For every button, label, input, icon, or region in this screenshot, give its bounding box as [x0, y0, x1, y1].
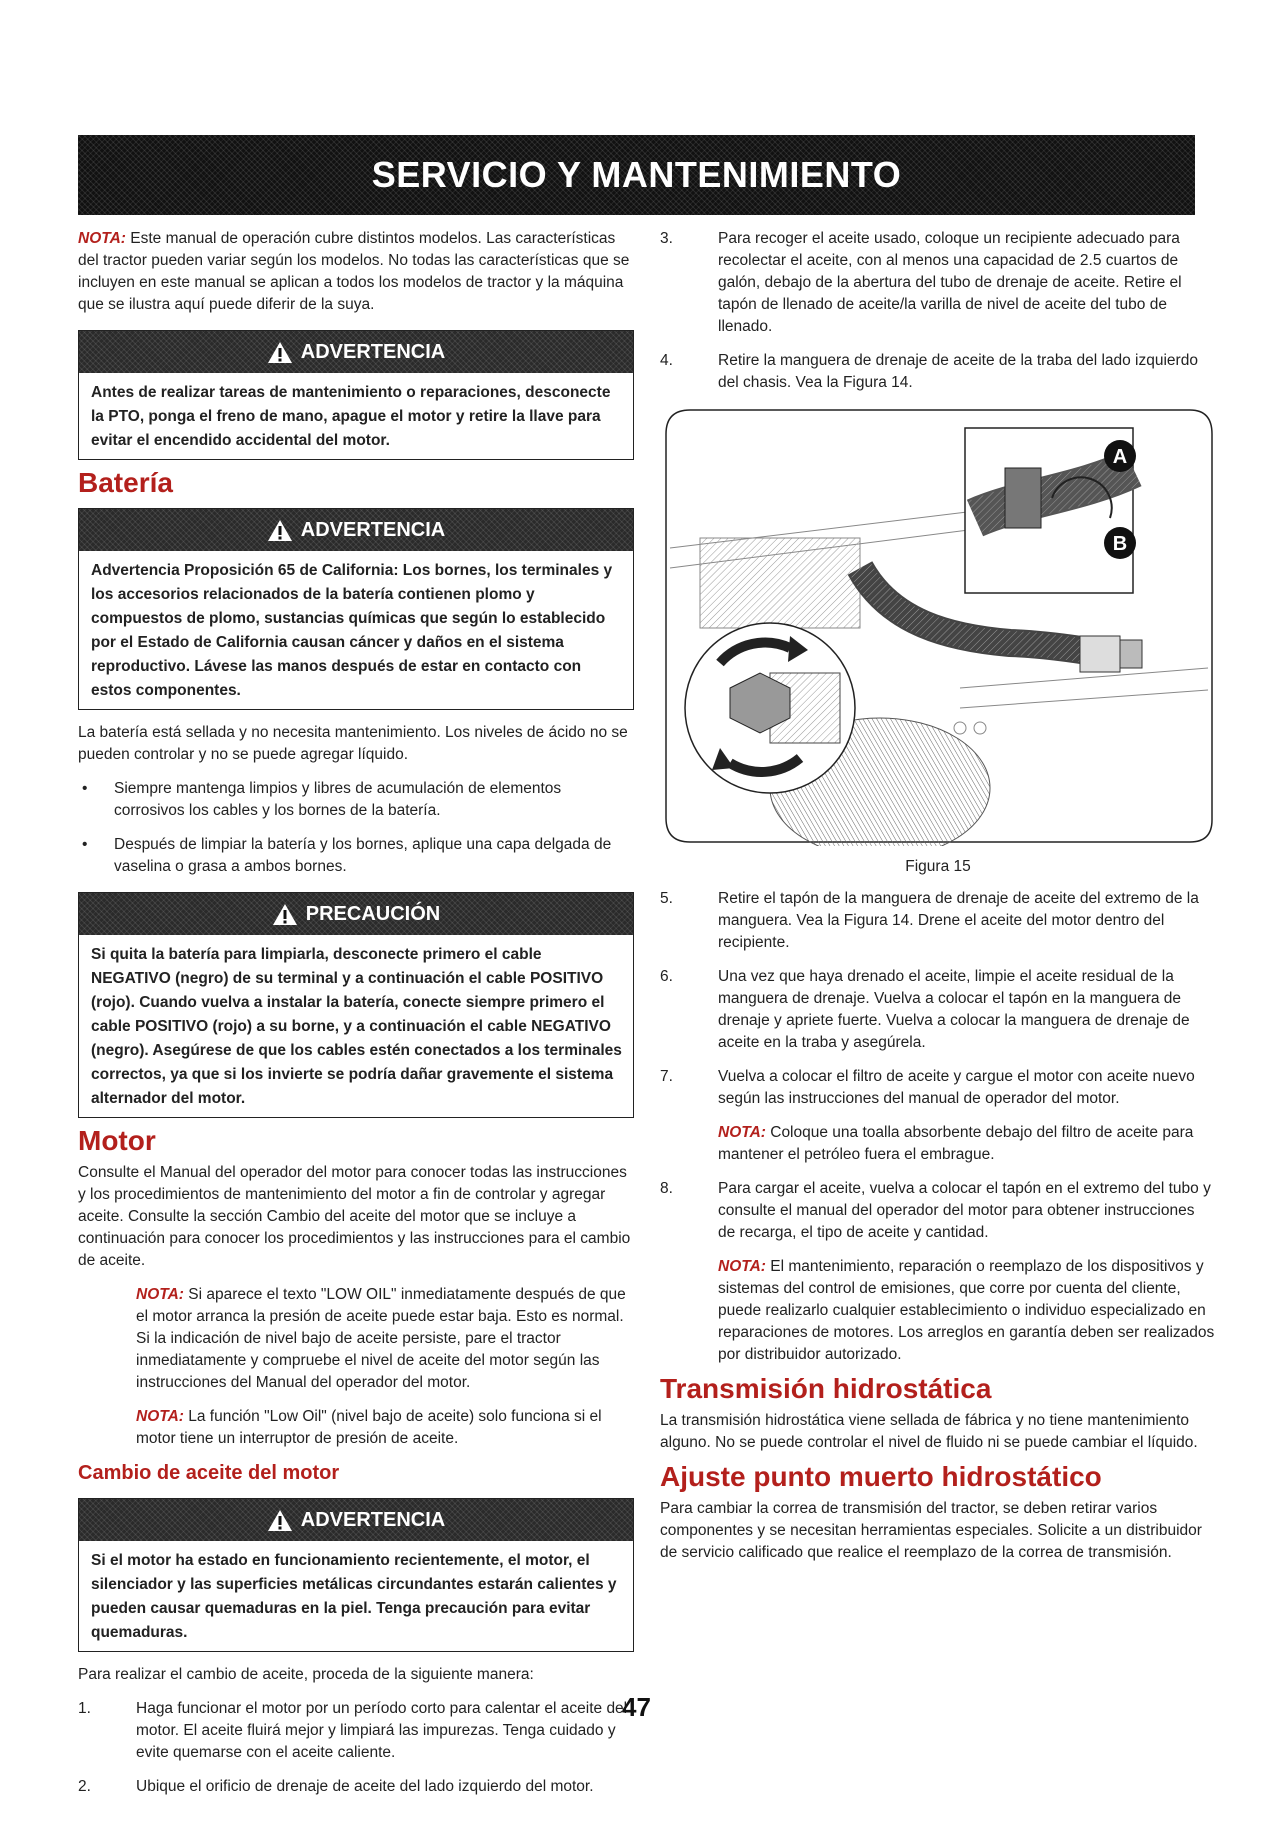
motor-text: Consulte el Manual del operador del motor para conocer todas las instrucciones y los procedimientos de mantenimiento del motor a fin de controlar y agregar aceite. Consulte la sección Cambio del aceite del motor que se incluye a continuación para conocer los procedimientos y las instrucciones para el cambio de aceite. — [78, 1164, 631, 1269]
intro-note — [78, 228, 634, 316]
warning-text: Si el motor ha estado en funcionamiento recientemente, el motor, el silenciador y las superficies metálicas circundantes estarán calientes y pueden causar quemaduras en la piel. Tenga precaución para evitar quemaduras. — [91, 1552, 617, 1641]
nota-label: NOTA: — [718, 1124, 766, 1141]
cambio-intro: Para realizar el cambio de aceite, proceda de la siguiente manera: — [78, 1666, 534, 1683]
figure-caption: Figura 15 — [905, 858, 971, 875]
list-item: 2. Ubique el orificio de drenaje de aceite del lado izquierdo del motor. — [78, 1778, 594, 1795]
svg-text:A: A — [1112, 446, 1128, 468]
warning-text: Advertencia Proposición 65 de California: Los bornes, los terminales y los accesorios relacionados de la batería contienen plomo y compuestos de plomo, sustancias químicas que según lo establecido por el Estado de California causan cáncer y daños en el sistema reproductivo. Lávese las manos después de estar en contacto con estos componentes. — [91, 562, 613, 699]
warning-triangle-icon — [267, 519, 293, 542]
page-number: 47 — [622, 1692, 651, 1722]
caution-header — [79, 893, 633, 935]
heading-cambio-aceite: Cambio de aceite del motor — [78, 1462, 340, 1484]
heading-motor: Motor — [78, 1125, 156, 1156]
oil-change-step-8 — [660, 1178, 1216, 1244]
nota-label: NOTA: — [78, 230, 126, 247]
heading-bateria: Batería — [78, 467, 173, 498]
svg-text:B: B — [1112, 533, 1128, 555]
warning-triangle-icon — [267, 341, 293, 364]
callout-b — [1104, 527, 1136, 559]
list-item: 6. Una vez que haya drenado el aceite, limpie el aceite residual de la manguera de drenaje. Vuelva a colocar el tapón en la manguera de drenaje y apriete fuerte. Vuelva a colocar la manguera de drenaje de aceite en la traba y asegúrela. — [660, 968, 1190, 1051]
heading-ajuste: Ajuste punto muerto hidrostático — [660, 1461, 1102, 1492]
nota-label: NOTA: — [136, 1408, 184, 1425]
warning-triangle-icon — [267, 1509, 293, 1532]
warning-header — [79, 331, 633, 373]
intro-note-text: Este manual de operación cubre distintos modelos. Las características del tractor pueden variar según los modelos. No todas las características que se incluyen en este manual se aplican a todos los modelos de tractor y la máquina que se ilustra aquí puede diferir de la suya. — [78, 230, 630, 313]
section-banner — [78, 135, 1195, 215]
ajuste-text: Para cambiar la correa de transmisión del tractor, se deben retirar varios componentes y se necesitan herramientas especiales. Solicite a un distribuidor de servicio calificado que realice el reemplazo de la correa de transmisión. — [660, 1500, 1202, 1561]
heading-transmision: Transmisión hidrostática — [660, 1373, 992, 1404]
callout-a — [1104, 440, 1136, 472]
page-title: SERVICIO Y MANTENIMIENTO — [371, 154, 902, 195]
motor-note-low-oil: NOTA: Si aparece el texto "LOW OIL" inmediatamente después de que el motor arranca la presión de aceite puede estar baja. Esto es normal. Si la indicación de nivel bajo de aceite persiste, pare el tractor inmediatamente y compruebe el nivel de aceite del motor según las instrucciones del Manual del operador del motor. — [136, 1286, 626, 1391]
transmision-text: La transmisión hidrostática viene sellada de fábrica y no tiene mantenimiento alguno. No se puede controlar el nivel de fluido ni se puede cambiar el líquido. — [660, 1412, 1198, 1451]
warning-triangle-icon — [272, 903, 298, 926]
warning-box-hot-engine — [78, 1498, 634, 1652]
warning-header — [79, 1499, 633, 1541]
list-item: • Siempre mantenga limpios y libres de acumulación de elementos corrosivos los cables y los bornes de la batería. — [82, 780, 562, 819]
warning-box-maintenance — [78, 330, 634, 460]
list-item: 4. Retire la manguera de drenaje de aceite de la traba del lado izquierdo del chasis. Vea la Figura 14. — [660, 352, 1198, 391]
warning-title: ADVERTENCIA — [300, 341, 446, 363]
figure-15 — [660, 408, 1216, 846]
drain-hose-illustration — [660, 408, 1216, 846]
right-column — [660, 228, 1216, 1576]
warning-title: ADVERTENCIA — [300, 1509, 446, 1531]
caution-text: Si quita la batería para limpiarla, desconecte primero el cable NEGATIVO (negro) de su terminal y a continuación el cable POSITIVO (rojo). Cuando vuelva a instalar la batería, conecte siempre primero el cable POSITIVO (rojo) a su borne, y a continuación el cable NEGATIVO (negro). Asegúrese de que los cables estén conectados a los terminales correctos, ya que si los invierte se podría dañar gravemente el sistema alternador del motor. — [91, 946, 622, 1107]
list-item: 1. Haga funcionar el motor por un período corto para calentar el aceite del motor. El aceite fluirá mejor y limpiará las impurezas. Tenga cuidado y evite quemarse con el aceite caliente. — [78, 1700, 628, 1761]
oil-change-steps-bottom — [660, 888, 1216, 1110]
oil-change-steps-top — [660, 228, 1216, 394]
emissions-note: NOTA: El mantenimiento, reparación o reemplazo de los dispositivos y sistemas del control de emisiones, que corre por cuenta del cliente, puede realizarlo cualquier establecimiento o individuo especializado en reparaciones de motores. Los arreglos en garantía deben ser realizados por distribuidor autorizado. — [718, 1258, 1215, 1363]
left-column — [78, 228, 634, 1810]
warning-title: ADVERTENCIA — [300, 519, 446, 541]
filter-note: NOTA: Coloque una toalla absorbente debajo del filtro de aceite para mantener el petróleo fuera el embrague. — [718, 1124, 1194, 1163]
bateria-text: La batería está sellada y no necesita mantenimiento. Los niveles de ácido no se pueden controlar y no se puede agregar líquido. — [78, 724, 628, 763]
warning-header — [79, 509, 633, 551]
caution-title: PRECAUCIÓN — [305, 903, 441, 925]
warning-box-prop65 — [78, 508, 634, 710]
caution-box-battery — [78, 892, 634, 1118]
list-item: 8. Para cargar el aceite, vuelva a colocar el tapón en el extremo del tubo y consulte el manual del operador del motor para obtener instrucciones de recarga, el tipo de aceite y cantidad. — [660, 1180, 1211, 1241]
nota-label: NOTA: — [718, 1258, 766, 1275]
motor-note-low-oil-function: NOTA: La función "Low Oil" (nivel bajo de aceite) solo funciona si el motor tiene un interruptor de presión de aceite. — [136, 1408, 602, 1447]
nota-label: NOTA: — [136, 1286, 184, 1303]
list-item: • Después de limpiar la batería y los bornes, aplique una capa delgada de vaselina o grasa a ambos bornes. — [82, 836, 612, 875]
warning-text: Antes de realizar tareas de mantenimiento o reparaciones, desconecte la PTO, ponga el freno de mano, apague el motor y retire la llave para evitar el encendido accidental del motor. — [91, 384, 611, 449]
list-item: 3. Para recoger el aceite usado, coloque un recipiente adecuado para recolectar el aceite, con al menos una capacidad de 2.5 cuartos de galón, debajo de la abertura del tubo de drenaje de aceite. Retire el tapón de llenado de aceite/la varilla de nivel de aceite del tubo de llenado. — [660, 230, 1182, 335]
list-item: 7. Vuelva a colocar el filtro de aceite y cargue el motor con aceite nuevo según las instrucciones del manual de operador del motor. — [660, 1068, 1195, 1107]
list-item: 5. Retire el tapón de la manguera de drenaje de aceite del extremo de la manguera. Vea la Figura 14. Drene el aceite del motor dentro del recipiente. — [660, 890, 1199, 951]
bateria-bullets — [78, 778, 634, 878]
